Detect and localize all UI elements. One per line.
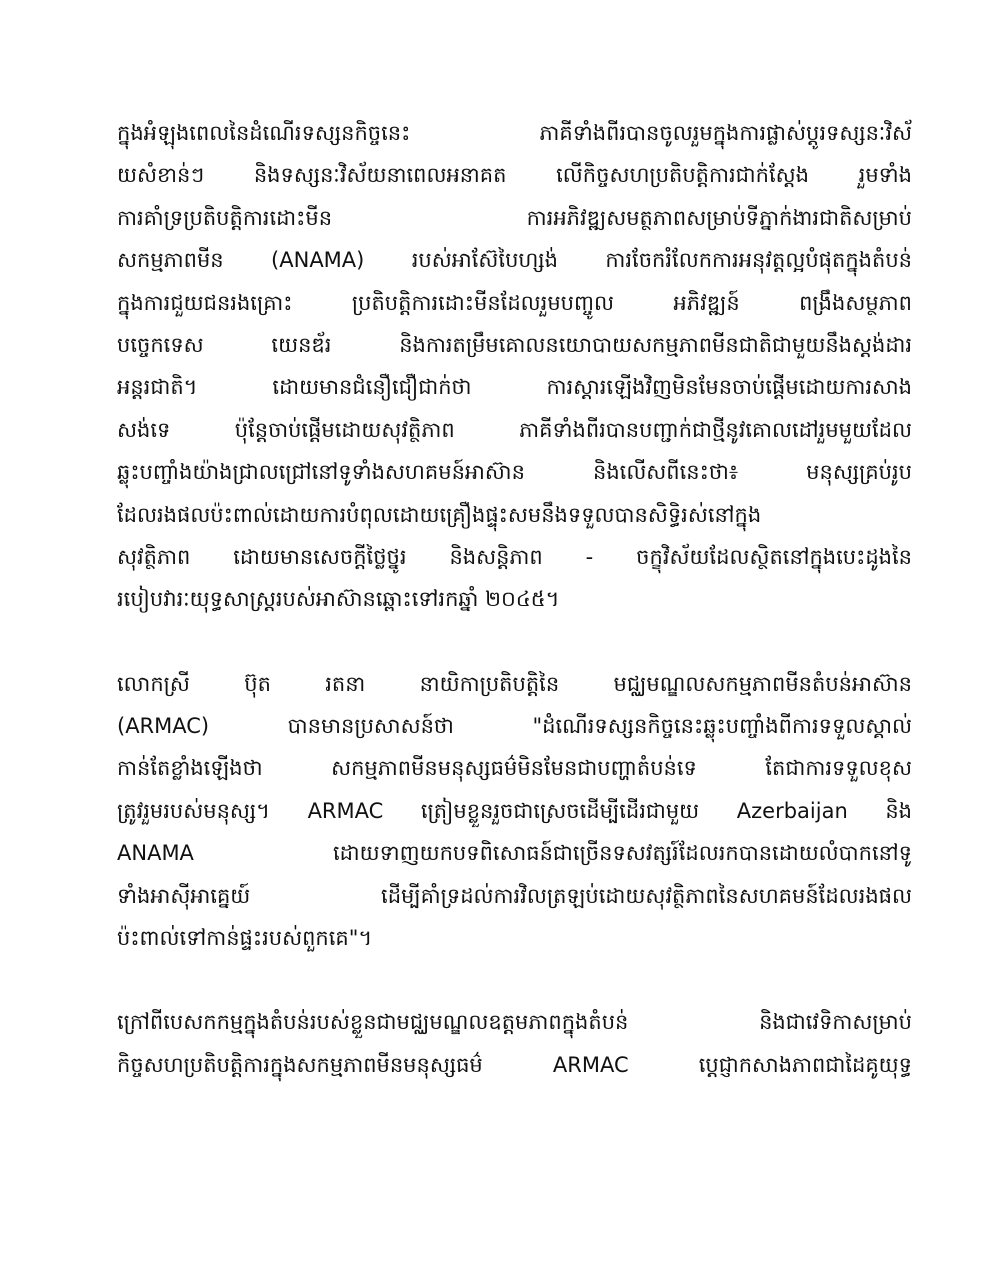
text-line: ការគាំទ្រប្រតិបត្តិការដោះមីន ការអភិវឌ្ឍសមត្ថភាពសម្រាប់ទីភ្នាក់ងារជាតិសម្រាប់ xyxy=(117,205,912,230)
text-line: បច្ចេកទេស យេនឌ័រ និងការតម្រឹមគោលនយោបាយសកម្មភាពមីនជាតិជាមួយនឹងស្តង់ដារ xyxy=(117,332,912,357)
text-line: សង់ទេ ប៉ុន្តែចាប់ផ្តើមដោយសុវត្ថិភាព ភាគីទាំងពីរបានបញ្ជាក់ជាថ្មីនូវគោលដៅរួមមួយដែល xyxy=(117,417,912,442)
text-line: យសំខាន់ៗ និងទស្សនៈវិស័យនាពេលអនាគត លើកិច្ចសហប្រតិបត្តិការជាក់ស្តែង រួមទាំង xyxy=(117,163,912,188)
paragraph-spacer xyxy=(117,621,912,663)
text-line: ក្នុងការជួយជនរងគ្រោះ ប្រតិបត្តិការដោះមីនដែលរួមបញ្ចូល អភិវឌ្ឍន៍ ពង្រឹងសម្ថភាព xyxy=(117,290,912,315)
text-line: ទាំងអាស៊ីអាគ្នេយ៍ ដើម្បីគាំទ្រដល់ការវិលត្រឡប់ដោយសុវត្ថិភាពនៃសហគមន៍ដែលរងផល xyxy=(117,883,912,908)
text-line: ក្នុងអំឡុងពេលនៃដំណើរទស្សនកិច្ចនេះ ភាគីទាំងពីរបានចូលរួមក្នុងការផ្លាស់ប្តូរទស្សនៈវិស័ xyxy=(117,121,912,145)
text-line: ត្រូវរួមរបស់មនុស្ស។ ARMAC ត្រៀមខ្លួនរួចជាស្រេចដើម្បីដើរជាមួយ Azerbaijan និង xyxy=(117,798,912,823)
text-line: ដែលរងផលប៉ះពាល់ដោយការបំពុលដោយគ្រឿងផ្ទុះសមនឹងទទួលបានសិទ្ធិរស់នៅក្នុង xyxy=(117,502,762,527)
paragraph-2 xyxy=(117,663,912,960)
text-line: ប៉ះពាល់ទៅកាន់ផ្ទះរបស់ពួកគេ"។ xyxy=(117,926,373,951)
paragraph-3 xyxy=(117,1001,912,1086)
text-line: របៀបវារៈយុទ្ធសាស្ត្ររបស់អាស៊ានឆ្ពោះទៅរកឆ្នាំ ២០៤៥។ xyxy=(117,587,560,612)
document-body xyxy=(117,112,912,1086)
paragraph-spacer xyxy=(117,959,912,1001)
text-line: កាន់តែខ្លាំងឡើងថា សកម្មភាពមីនមនុស្សធម៌មិនមែនជាបញ្ហាតំបន់ទេ តែជាការទទួលខុស xyxy=(117,756,912,781)
paragraph-1 xyxy=(117,112,912,621)
text-line: សកម្មភាពមីន (ANAMA) របស់អាស៊ែបៃហ្សង់ ការចែករំលែកការអនុវត្តល្អបំផុតក្នុងតំបន់ xyxy=(117,248,912,273)
text-line: ANAMA ដោយទាញយកបទពិសោធន៍ជាច្រើនទសវត្សរ៍ដែលរកបានដោយលំបាកនៅទូ xyxy=(117,841,912,866)
text-line: សុវត្ថិភាព ដោយមានសេចក្តីថ្លៃថ្នូរ និងសន្តិភាព - ចក្ខុវិស័យដែលស្ថិតនៅក្នុងបេះដូងនៃ xyxy=(117,544,912,569)
text-line: លោកស្រី ប៊ុត រតនា នាយិកាប្រតិបត្តិនៃ មជ្ឈមណ្ឌលសកម្មភាពមីនតំបន់អាស៊ាន xyxy=(117,671,912,696)
text-line: កិច្ចសហប្រតិបត្តិការក្នុងសកម្មភាពមីនមនុស្សធម៌ ARMAC ប្តេជ្ញាកសាងភាពជាដៃគូយុទ្ធ xyxy=(117,1052,912,1077)
text-line: អន្តរជាតិ។ ដោយមានជំនឿជឿជាក់ថា ការស្តារឡើងវិញមិនមែនចាប់ផ្តើមដោយការសាង xyxy=(117,375,912,400)
text-line: ឆ្លុះបញ្ចាំងយ៉ាងជ្រាលជ្រៅនៅទូទាំងសហគមន៍អាស៊ាន និងលើសពីនេះថា៖ មនុស្សគ្រប់រូប xyxy=(117,460,912,485)
text-line: ក្រៅពីបេសកកម្មក្នុងតំបន់របស់ខ្លួនជាមជ្ឈមណ្ឌលឧត្តមភាពក្នុងតំបន់ និងជាវេទិកាសម្រាប់ xyxy=(117,1010,912,1035)
text-line: (ARMAC) បានមានប្រសាសន៍ថា "ដំណើរទស្សនកិច្ចនេះឆ្លុះបញ្ចាំងពីការទទួលស្គាល់ xyxy=(117,714,912,739)
